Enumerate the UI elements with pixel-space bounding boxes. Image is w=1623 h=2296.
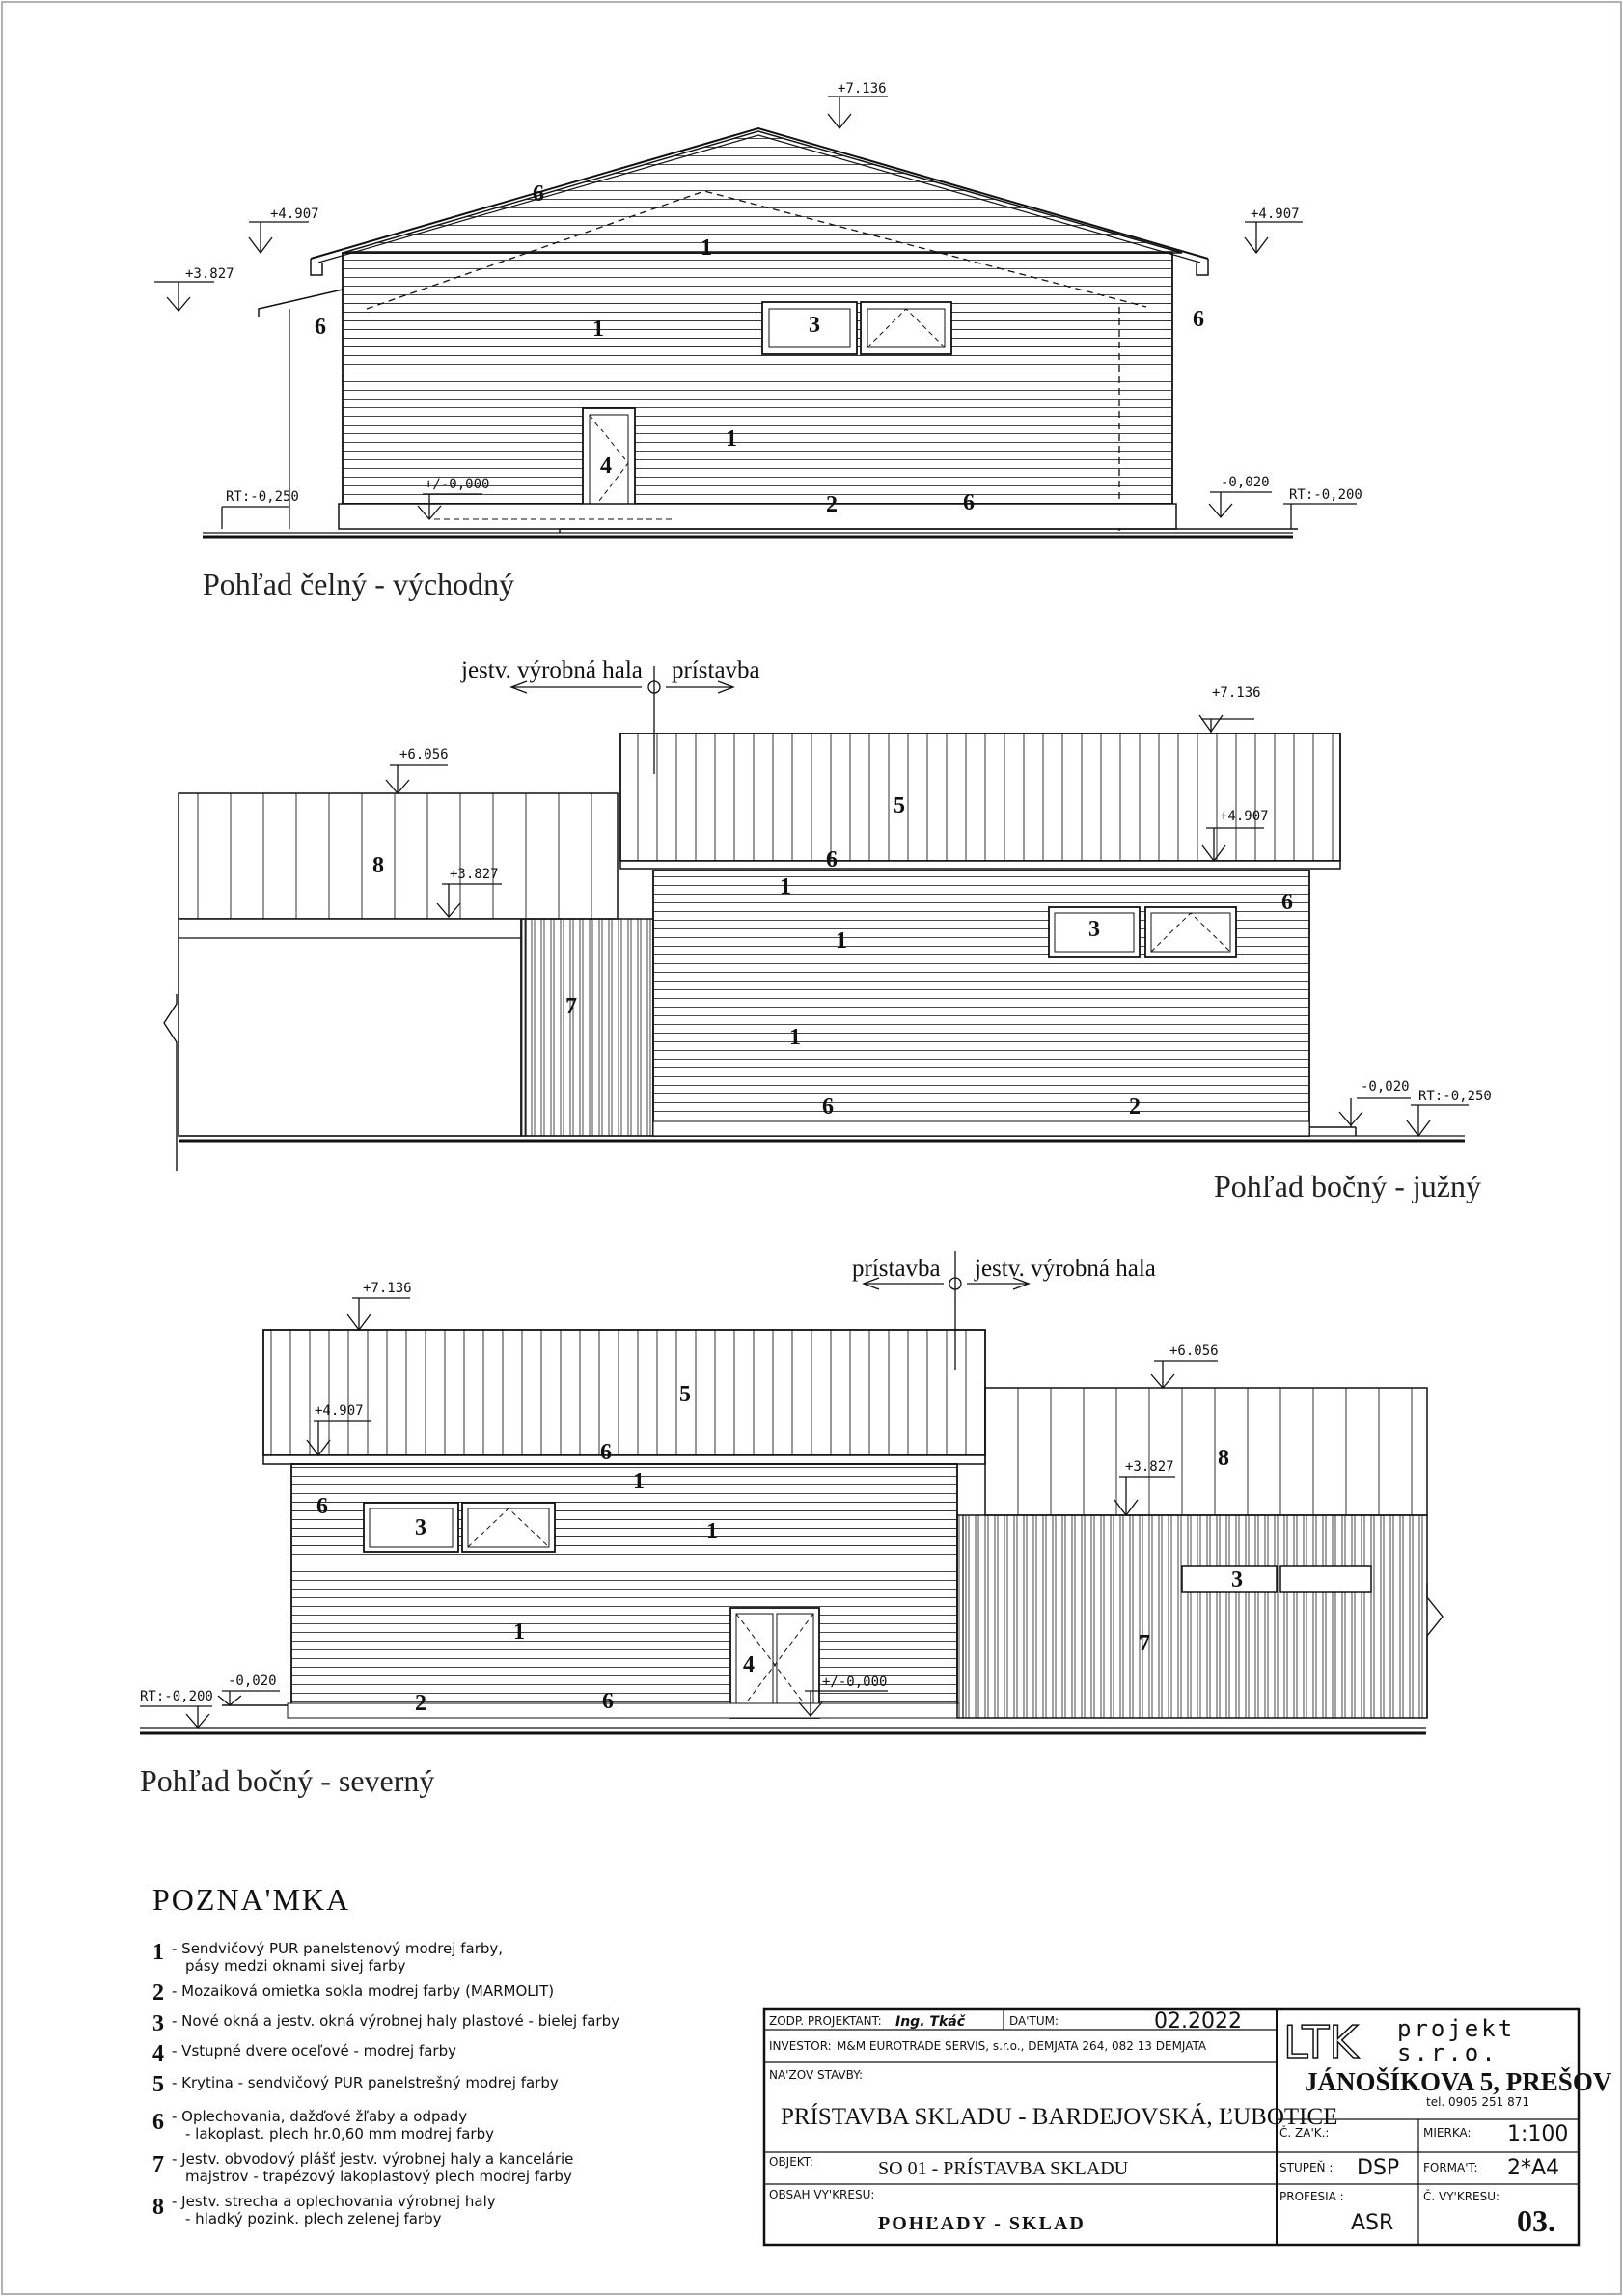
notes-heading: POZNA'MKA — [152, 1882, 351, 1917]
north-marker-left-6: 6 — [316, 1494, 328, 1519]
note-line: - Vstupné dvere oceľové - modrej farby — [172, 2042, 456, 2060]
east-level-rt-left: RT:-0,250 — [226, 489, 299, 505]
north-view-title: Pohľad bočný - severný — [140, 1763, 435, 1798]
south-marker-existing-roof-8: 8 — [372, 853, 384, 878]
tb-sheet: 03. — [1517, 2203, 1555, 2238]
tb-firm-phone: tel. 0905 251 871 — [1426, 2095, 1530, 2109]
tb-firm-address: JÁNOŠÍKOVA 5, PREŠOV — [1305, 2067, 1612, 2096]
north-level-step: -0,020 — [228, 1674, 277, 1689]
north-level-ridge: +7.136 — [363, 1281, 412, 1296]
tb-object-label: OBJEKT: — [769, 2155, 813, 2169]
tb-sheet-label: Č. VY'KRESU: — [1423, 2190, 1500, 2203]
north-marker-existing-wall-7: 7 — [1139, 1631, 1150, 1656]
tb-content-label: OBSAH VY'KRESU: — [769, 2188, 875, 2201]
tb-firm-logo: LTK — [1283, 2016, 1359, 2068]
south-marker-wall-1c: 1 — [789, 1025, 801, 1050]
east-marker-gable-6: 6 — [533, 181, 544, 207]
tb-format: 2*A4 — [1507, 2156, 1560, 2180]
south-marker-plinth-2: 2 — [1129, 1094, 1141, 1120]
south-level-step: -0,020 — [1361, 1079, 1410, 1094]
north-marker-existing-window-3: 3 — [1231, 1567, 1243, 1592]
south-marker-existing-wall-7: 7 — [565, 994, 577, 1019]
tb-stage-label: STUPEŇ : — [1279, 2161, 1334, 2174]
note-number: 5 — [152, 2072, 164, 2097]
note-number: 8 — [152, 2195, 164, 2220]
tb-investor-label: INVESTOR: — [769, 2039, 832, 2053]
south-level-eave: +4.907 — [1220, 809, 1269, 824]
tb-designer: Ing. Tkáč — [895, 2014, 965, 2030]
tb-designer-label: ZODP. PROJEKTANT: — [769, 2014, 882, 2028]
north-marker-door-4: 4 — [743, 1652, 755, 1677]
south-marker-eave-6: 6 — [826, 847, 838, 872]
tb-profession-label: PROFESIA : — [1279, 2190, 1344, 2203]
north-marker-plinth-2: 2 — [415, 1691, 426, 1716]
east-marker-gable-1: 1 — [701, 235, 712, 261]
north-level-existing-roof: +6.056 — [1169, 1343, 1219, 1359]
tb-object: SO 01 - PRÍSTAVBA SKLADU — [878, 2158, 1129, 2179]
north-level-existing-eave: +3.827 — [1125, 1459, 1174, 1475]
south-marker-plinth-6: 6 — [822, 1094, 834, 1120]
tb-content: POHĽADY - SKLAD — [878, 2213, 1086, 2234]
south-marker-window-3: 3 — [1088, 917, 1100, 942]
south-level-existing-roof: +6.056 — [399, 747, 449, 762]
note-line: - hladký pozink. plech zelenej farby — [185, 2210, 442, 2227]
east-level-eave-left: +4.907 — [270, 207, 319, 222]
note-line: - Mozaiková omietka sokla modrej farby (MARMOLIT) — [172, 1982, 555, 2000]
tb-firm-word2: s.r.o. — [1397, 2039, 1499, 2066]
tb-date: 02.2022 — [1154, 2009, 1242, 2033]
note-line: - Jestv. obvodový plášť jestv. výrobnej haly a kancelárie — [172, 2150, 574, 2168]
level-marks — [140, 97, 1469, 1728]
note-line: - Nové okná a jestv. okná výrobnej haly plastové - bielej farby — [172, 2012, 619, 2030]
south-marker-wall-1b: 1 — [836, 928, 847, 954]
south-level-existing-eave: +3.827 — [450, 867, 499, 882]
east-marker-plinth-2: 2 — [826, 492, 838, 517]
east-marker-wall-1b: 1 — [726, 427, 737, 452]
north-marker-eave-6: 6 — [600, 1440, 612, 1465]
tb-investor: M&M EUROTRADE SERVIS, s.r.o., DEMJATA 264, 082 13 DEMJATA — [837, 2039, 1207, 2053]
tb-building-label: NA'ZOV STAVBY: — [769, 2068, 863, 2082]
south-level-ridge: +7.136 — [1212, 685, 1261, 701]
notes-list — [152, 1940, 619, 2227]
north-level-rt: RT:-0,200 — [140, 1689, 213, 1704]
note-number: 2 — [152, 1980, 164, 2006]
south-level-rt: RT:-0,250 — [1418, 1089, 1492, 1104]
south-divider-left-label: jestv. výrobná hala — [461, 657, 643, 683]
tb-scale-label: MIERKA: — [1423, 2126, 1472, 2140]
tb-building: PRÍSTAVBA SKLADU - BARDEJOVSKÁ, ĽUBOTICE — [781, 2104, 1338, 2130]
east-marker-window-3: 3 — [809, 313, 820, 338]
north-level-eave: +4.907 — [315, 1403, 364, 1419]
tb-scale: 1:100 — [1507, 2122, 1569, 2146]
tb-firm-word1: projekt — [1397, 2015, 1516, 2042]
note-line: - Krytina - sendvičový PUR panelstrešný modrej farby — [172, 2074, 559, 2091]
note-number: 3 — [152, 2011, 164, 2036]
note-line: pásy medzi oknami sivej farby — [185, 1957, 406, 1975]
note-number: 6 — [152, 2110, 164, 2135]
east-marker-door-4: 4 — [600, 454, 612, 479]
tb-date-label: DA'TUM: — [1009, 2014, 1059, 2028]
east-level-ridge: +7.136 — [838, 81, 887, 97]
tb-stage: DSP — [1357, 2156, 1400, 2180]
east-marker-plinth-6: 6 — [963, 490, 975, 515]
note-number: 4 — [152, 2041, 164, 2066]
east-marker-right-6: 6 — [1193, 307, 1204, 332]
south-marker-roof-5: 5 — [894, 793, 905, 818]
south-view-title: Pohľad bočný - južný — [1214, 1169, 1481, 1203]
north-divider-left-label: prístavba — [852, 1256, 941, 1282]
north-marker-wall-1b: 1 — [706, 1519, 718, 1544]
east-marker-wall-1a: 1 — [592, 317, 604, 342]
note-line: - Sendvičový PUR panelstenový modrej farby, — [172, 1940, 504, 1957]
note-line: - Oplechovania, dažďové žľaby a odpady — [172, 2108, 468, 2125]
north-marker-roof-5: 5 — [679, 1382, 691, 1407]
note-number: 7 — [152, 2152, 164, 2177]
east-view-title: Pohľad čelný - východný — [203, 567, 515, 601]
note-number: 1 — [152, 1940, 164, 1965]
south-marker-right-6: 6 — [1281, 890, 1293, 915]
north-marker-plinth-6: 6 — [602, 1689, 614, 1714]
north-level-floor: +/-0,000 — [822, 1674, 888, 1690]
note-line: - lakoplast. plech hr.0,60 mm modrej farby — [185, 2125, 494, 2143]
east-level-lean-to: +3.827 — [185, 266, 234, 282]
south-divider-right-label: prístavba — [672, 657, 760, 683]
north-marker-existing-roof-8: 8 — [1218, 1446, 1229, 1471]
east-level-rt-right: RT:-0,200 — [1289, 487, 1362, 503]
note-line: - Jestv. strecha a oplechovania výrobnej haly — [172, 2193, 496, 2210]
south-marker-wall-1a: 1 — [780, 874, 791, 899]
tb-order-label: Č. ZA'K.: — [1279, 2126, 1330, 2140]
note-line: majstrov - trapézový lakoplastový plech modrej farby — [185, 2168, 572, 2185]
north-divider-right-label: jestv. výrobná hala — [975, 1256, 1156, 1282]
east-level-floor: +/-0,000 — [425, 477, 490, 492]
north-marker-wall-1a: 1 — [633, 1469, 645, 1494]
east-level-eave-right: +4.907 — [1251, 207, 1300, 222]
tb-format-label: FORMA'T: — [1423, 2161, 1478, 2174]
north-marker-wall-1c: 1 — [513, 1619, 525, 1645]
east-level-step: -0,020 — [1221, 475, 1270, 490]
east-marker-left-6: 6 — [315, 315, 326, 340]
tb-profession: ASR — [1351, 2211, 1394, 2235]
north-marker-window-3: 3 — [415, 1515, 426, 1540]
